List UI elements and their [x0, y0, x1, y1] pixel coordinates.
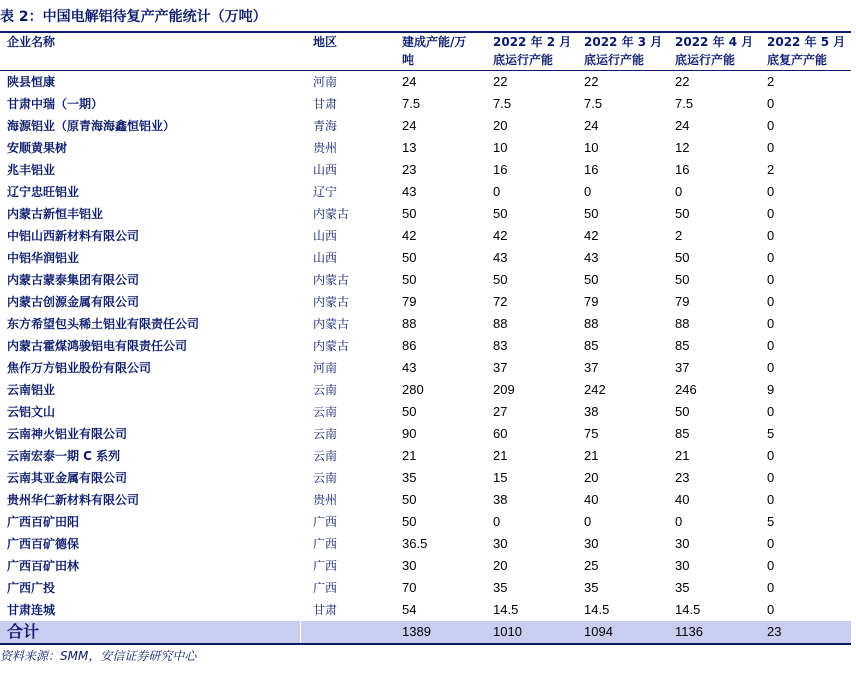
- header-line2: 底运行产能: [675, 53, 736, 67]
- feb-cell: 83: [493, 338, 508, 353]
- header-line1: 2022 年 2 月: [493, 35, 572, 49]
- feb-cell: 50: [493, 272, 508, 287]
- feb-cell: 42: [493, 228, 508, 243]
- table-row: [0, 159, 851, 181]
- table-row: [0, 335, 851, 357]
- header-line1: 地区: [313, 35, 338, 49]
- feb-cell: 20: [493, 558, 508, 573]
- apr-cell: 2: [675, 228, 683, 243]
- region-cell: 河南: [313, 361, 338, 375]
- mar-cell: 88: [584, 316, 599, 331]
- mar-cell: 24: [584, 118, 599, 133]
- header-line1: 2022 年 3 月: [584, 35, 663, 49]
- company-cell: 云南其亚金属有限公司: [7, 471, 128, 485]
- table-row: [0, 577, 851, 599]
- may-cell: 9: [767, 382, 775, 397]
- region-cell: 贵州: [313, 141, 338, 155]
- apr-cell: 88: [675, 316, 690, 331]
- company-cell: 东方希望包头稀土铝业有限责任公司: [7, 317, 200, 331]
- may-cell: 2: [767, 74, 775, 89]
- may-cell: 2: [767, 162, 775, 177]
- may-cell: 0: [767, 470, 775, 485]
- apr-cell: 79: [675, 294, 690, 309]
- feb-cell: 27: [493, 404, 508, 419]
- mar-cell: 22: [584, 74, 599, 89]
- may-cell: 0: [767, 602, 775, 617]
- region-cell: 广西: [313, 537, 338, 551]
- capacity-cell: 280: [402, 382, 424, 397]
- mar-cell: 0: [584, 184, 592, 199]
- mar-cell: 42: [584, 228, 599, 243]
- table-row: [0, 423, 851, 445]
- header-line2: 底运行产能: [493, 53, 554, 67]
- feb-cell: 10: [493, 140, 508, 155]
- table-row: [0, 93, 851, 115]
- capacity-cell: 50: [402, 514, 417, 529]
- region-cell: 辽宁: [313, 185, 338, 199]
- table-row: [0, 313, 851, 335]
- company-cell: 海源铝业（原青海海鑫恒铝业）: [7, 119, 176, 133]
- company-cell: 中铝华润铝业: [7, 251, 80, 265]
- feb-cell: 50: [493, 206, 508, 221]
- region-cell: 云南: [313, 449, 338, 463]
- mar-cell: 16: [584, 162, 599, 177]
- mar-cell: 38: [584, 404, 599, 419]
- apr-cell: 23: [675, 470, 690, 485]
- region-cell: 内蒙古: [313, 295, 350, 309]
- apr-cell: 0: [675, 514, 683, 529]
- mar-cell: 25: [584, 558, 599, 573]
- company-cell: 中铝山西新材料有限公司: [7, 229, 140, 243]
- company-cell: 安顺黄果树: [7, 141, 68, 155]
- mar-cell: 35: [584, 580, 599, 595]
- region-cell: 山西: [313, 163, 338, 177]
- apr-cell: 7.5: [675, 96, 694, 111]
- region-cell: 广西: [313, 559, 338, 573]
- apr-cell: 14.5: [675, 602, 701, 617]
- bottom-rule: [0, 643, 851, 645]
- region-cell: 贵州: [313, 493, 338, 507]
- header-line2: 底复产产能: [767, 53, 828, 67]
- region-cell: 云南: [313, 471, 338, 485]
- header-col-mar: [584, 33, 669, 70]
- capacity-cell: 88: [402, 316, 417, 331]
- capacity-cell: 13: [402, 140, 417, 155]
- apr-cell: 85: [675, 426, 690, 441]
- header-line1: 建成产能/万: [402, 35, 467, 49]
- capacity-cell: 35: [402, 470, 417, 485]
- mar-cell: 14.5: [584, 602, 610, 617]
- mar-cell: 30: [584, 536, 599, 551]
- feb-cell: 0: [493, 184, 501, 199]
- capacity-cell: 21: [402, 448, 417, 463]
- table-row: [0, 379, 851, 401]
- mar-cell: 85: [584, 338, 599, 353]
- may-cell: 0: [767, 184, 775, 199]
- region-cell: 云南: [313, 405, 338, 419]
- region-cell: 甘肃: [313, 603, 338, 617]
- may-cell: 0: [767, 536, 775, 551]
- company-cell: 兆丰铝业: [7, 163, 56, 177]
- feb-cell: 22: [493, 74, 508, 89]
- company-cell: 焦作万方铝业股份有限公司: [7, 361, 152, 375]
- may-cell: 5: [767, 514, 775, 529]
- company-cell: 内蒙古霍煤鸿骏铝电有限责任公司: [7, 339, 188, 353]
- apr-cell: 50: [675, 404, 690, 419]
- feb-cell: 14.5: [493, 602, 519, 617]
- total-capacity: 1389: [402, 624, 431, 639]
- apr-cell: 0: [675, 184, 683, 199]
- company-cell: 云南神火铝业有限公司: [7, 427, 128, 441]
- table-row: [0, 225, 851, 247]
- capacity-cell: 86: [402, 338, 417, 353]
- region-cell: 甘肃: [313, 97, 338, 111]
- apr-cell: 22: [675, 74, 690, 89]
- company-cell: 贵州华仁新材料有限公司: [7, 493, 140, 507]
- company-cell: 辽宁忠旺铝业: [7, 185, 80, 199]
- region-cell: 山西: [313, 251, 338, 265]
- company-cell: 广西百矿田阳: [7, 515, 80, 529]
- apr-cell: 85: [675, 338, 690, 353]
- apr-cell: 30: [675, 536, 690, 551]
- may-cell: 5: [767, 426, 775, 441]
- mar-cell: 7.5: [584, 96, 603, 111]
- company-cell: 广西广投: [7, 581, 56, 595]
- mar-cell: 43: [584, 250, 599, 265]
- apr-cell: 12: [675, 140, 690, 155]
- header-line2: 吨: [402, 53, 415, 67]
- region-cell: 内蒙古: [313, 317, 350, 331]
- mar-cell: 10: [584, 140, 599, 155]
- may-cell: 0: [767, 294, 775, 309]
- header-line1: 2022 年 5 月: [767, 35, 846, 49]
- mar-cell: 242: [584, 382, 606, 397]
- header-line2: 底运行产能: [584, 53, 645, 67]
- feb-cell: 72: [493, 294, 508, 309]
- capacity-cell: 23: [402, 162, 417, 177]
- mar-cell: 37: [584, 360, 599, 375]
- region-cell: 河南: [313, 75, 338, 89]
- capacity-cell: 50: [402, 492, 417, 507]
- capacity-cell: 43: [402, 184, 417, 199]
- feb-cell: 37: [493, 360, 508, 375]
- may-cell: 0: [767, 316, 775, 331]
- feb-cell: 38: [493, 492, 508, 507]
- mar-cell: 50: [584, 272, 599, 287]
- capacity-cell: 90: [402, 426, 417, 441]
- mar-cell: 40: [584, 492, 599, 507]
- may-cell: 0: [767, 118, 775, 133]
- company-cell: 云南铝业: [7, 383, 56, 397]
- may-cell: 0: [767, 140, 775, 155]
- header-line1: 2022 年 4 月: [675, 35, 754, 49]
- capacity-cell: 7.5: [402, 96, 421, 111]
- header-col-company: [7, 33, 307, 70]
- apr-cell: 21: [675, 448, 690, 463]
- table-row: [0, 445, 851, 467]
- apr-cell: 246: [675, 382, 697, 397]
- feb-cell: 16: [493, 162, 508, 177]
- company-cell: 甘肃中瑞（一期）: [7, 97, 104, 111]
- region-cell: 青海: [313, 119, 338, 133]
- feb-cell: 15: [493, 470, 508, 485]
- apr-cell: 50: [675, 206, 690, 221]
- company-cell: 云南宏泰一期 C 系列: [7, 449, 121, 463]
- table-row: [0, 357, 851, 379]
- company-cell: 内蒙古蒙泰集团有限公司: [7, 273, 140, 287]
- region-cell: 内蒙古: [313, 273, 350, 287]
- table-row: [0, 115, 851, 137]
- region-cell: 云南: [313, 427, 338, 441]
- total-region: [313, 621, 393, 643]
- feb-cell: 88: [493, 316, 508, 331]
- mar-cell: 20: [584, 470, 599, 485]
- total-may: 23: [767, 624, 782, 639]
- feb-cell: 43: [493, 250, 508, 265]
- region-cell: 山西: [313, 229, 338, 243]
- table-row: [0, 269, 851, 291]
- capacity-cell: 50: [402, 272, 417, 287]
- table-row: [0, 401, 851, 423]
- capacity-cell: 42: [402, 228, 417, 243]
- may-cell: 0: [767, 338, 775, 353]
- table-row: [0, 467, 851, 489]
- company-cell: 陕县恒康: [7, 75, 56, 89]
- apr-cell: 50: [675, 272, 690, 287]
- may-cell: 0: [767, 492, 775, 507]
- table-row: [0, 555, 851, 577]
- capacity-cell: 43: [402, 360, 417, 375]
- table-row: [0, 489, 851, 511]
- apr-cell: 35: [675, 580, 690, 595]
- header-col-may: [767, 33, 851, 70]
- apr-cell: 37: [675, 360, 690, 375]
- capacity-cell: 70: [402, 580, 417, 595]
- table-title: 表 2：中国电解铝待复产产能统计（万吨）: [0, 9, 267, 25]
- apr-cell: 30: [675, 558, 690, 573]
- table-row: [0, 247, 851, 269]
- total-apr: 1136: [675, 624, 703, 639]
- capacity-cell: 50: [402, 250, 417, 265]
- table-row: [0, 137, 851, 159]
- may-cell: 0: [767, 448, 775, 463]
- may-cell: 0: [767, 404, 775, 419]
- company-cell: 内蒙古创源金属有限公司: [7, 295, 140, 309]
- mar-cell: 50: [584, 206, 599, 221]
- may-cell: 0: [767, 206, 775, 221]
- company-cell: 甘肃连城: [7, 603, 56, 617]
- may-cell: 0: [767, 250, 775, 265]
- company-cell: 广西百矿田林: [7, 559, 80, 573]
- mar-cell: 75: [584, 426, 599, 441]
- apr-cell: 50: [675, 250, 690, 265]
- source-note: 资料来源：SMM，安信证券研究中心: [0, 649, 197, 663]
- may-cell: 0: [767, 558, 775, 573]
- total-feb: 1010: [493, 624, 522, 639]
- may-cell: 0: [767, 228, 775, 243]
- table-row: [0, 533, 851, 555]
- may-cell: 0: [767, 96, 775, 111]
- may-cell: 0: [767, 580, 775, 595]
- region-cell: 内蒙古: [313, 207, 350, 221]
- header-col-apr: [675, 33, 760, 70]
- capacity-cell: 24: [402, 118, 417, 133]
- feb-cell: 209: [493, 382, 515, 397]
- feb-cell: 0: [493, 514, 501, 529]
- capacity-cell: 30: [402, 558, 417, 573]
- table-row: [0, 599, 851, 621]
- mar-cell: 79: [584, 294, 599, 309]
- region-cell: 广西: [313, 581, 338, 595]
- feb-cell: 7.5: [493, 96, 512, 111]
- table-row: [0, 511, 851, 533]
- company-cell: 云铝文山: [7, 405, 56, 419]
- capacity-cell: 79: [402, 294, 417, 309]
- capacity-cell: 24: [402, 74, 417, 89]
- apr-cell: 40: [675, 492, 690, 507]
- apr-cell: 24: [675, 118, 690, 133]
- apr-cell: 16: [675, 162, 690, 177]
- may-cell: 0: [767, 272, 775, 287]
- feb-cell: 30: [493, 536, 508, 551]
- capacity-cell: 54: [402, 602, 417, 617]
- header-col-capacity: [402, 33, 487, 70]
- header-line1: 企业名称: [7, 35, 56, 49]
- feb-cell: 21: [493, 448, 508, 463]
- table-row: [0, 71, 851, 93]
- region-cell: 内蒙古: [313, 339, 350, 353]
- total-mar: 1094: [584, 624, 613, 639]
- capacity-cell: 50: [402, 404, 417, 419]
- total-label: 合计: [7, 622, 40, 641]
- capacity-cell: 36.5: [402, 536, 428, 551]
- mar-cell: 0: [584, 514, 592, 529]
- capacity-cell: 50: [402, 206, 417, 221]
- header-col-feb: [493, 33, 578, 70]
- mar-cell: 21: [584, 448, 599, 463]
- feb-cell: 35: [493, 580, 508, 595]
- feb-cell: 60: [493, 426, 508, 441]
- company-cell: 广西百矿德保: [7, 537, 80, 551]
- region-cell: 广西: [313, 515, 338, 529]
- table-row: [0, 181, 851, 203]
- table-row: [0, 203, 851, 225]
- company-cell: 内蒙古新恒丰铝业: [7, 207, 104, 221]
- region-cell: 云南: [313, 383, 338, 397]
- header-col-region: [313, 33, 393, 70]
- feb-cell: 20: [493, 118, 508, 133]
- may-cell: 0: [767, 360, 775, 375]
- table-row: [0, 291, 851, 313]
- total-row: [0, 621, 851, 643]
